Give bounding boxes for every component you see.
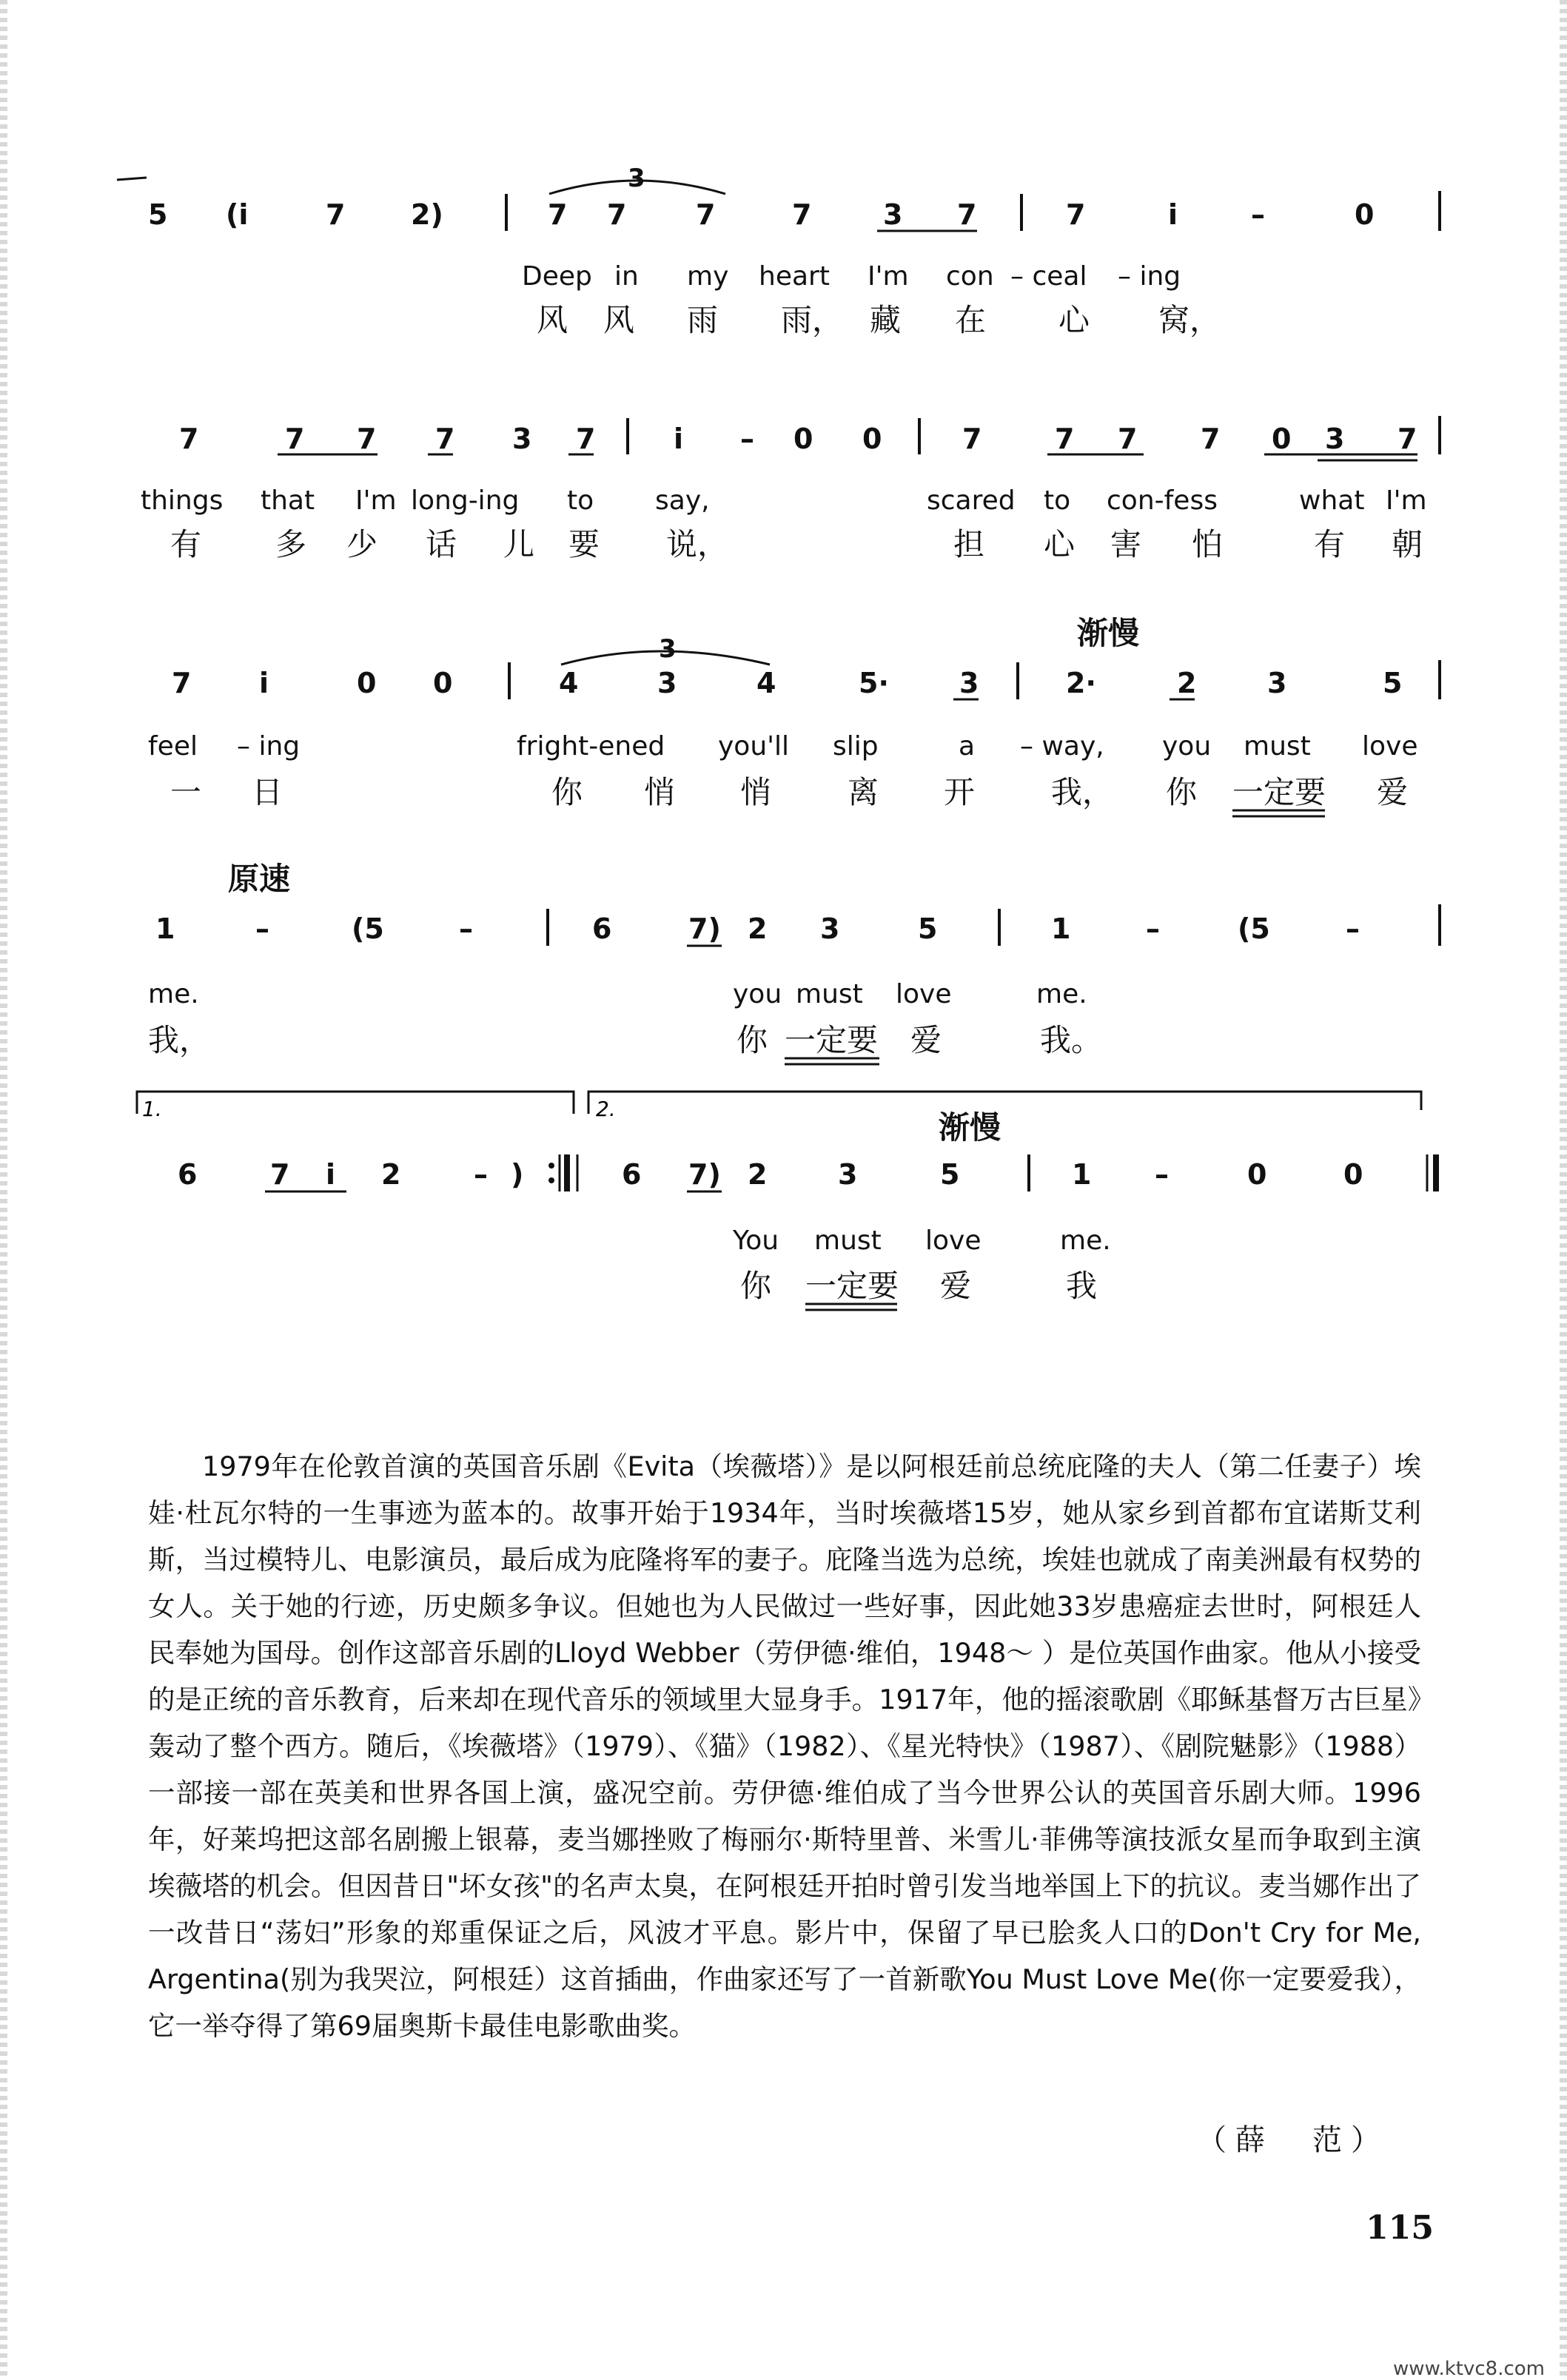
lyric-cn: 一定要 <box>785 1022 879 1058</box>
note: – <box>1155 1158 1169 1191</box>
note: 3 <box>1325 423 1345 455</box>
lyric-en: me. <box>1060 1226 1111 1256</box>
lyric-cn: 爱 <box>1377 774 1409 810</box>
note: – <box>459 912 473 945</box>
note: 0 <box>793 423 813 455</box>
triplet-mark: 3 <box>659 634 677 664</box>
note: 7 <box>957 198 977 231</box>
note: 7 <box>270 1158 290 1191</box>
lyric-en: must <box>1244 731 1311 762</box>
lyric-en: con <box>946 261 994 292</box>
watermark: www.ktvc8.com <box>1393 2358 1545 2380</box>
note: 2 <box>1177 667 1197 699</box>
lyric-cn: 爱 <box>910 1022 942 1058</box>
note: 7 <box>1118 423 1138 455</box>
lyric-en: feel <box>148 731 198 762</box>
note: (5 <box>352 912 384 945</box>
lyric-en: in <box>614 261 639 292</box>
note: 6 <box>592 912 612 945</box>
system-3 <box>148 615 1440 816</box>
lyric-en: must <box>796 979 863 1009</box>
volta-bracket-1 <box>137 1092 574 1114</box>
essay-paragraph: 1979年在伦敦首演的英国音乐剧《Evita（埃薇塔）》是以阿根廷前总统庇隆的夫人（第二任妻子）埃娃·杜瓦尔特的一生事迹为蓝本的。故事开始于1934年，当时埃薇塔15岁，她从家乡到首都布宜诺斯艾利斯，当过模特儿、电影演员，最后成为庇隆将军的妻子。庇隆当选为总统，埃娃也就成了南美洲最有权势的女人。关于她的行迹，历史颇多争议。但她也为人民做过一些好事，因此她33岁患癌症去世时，阿根廷人民奉她为国母。创作这部音乐剧的Lloyd Webber（劳伊德·维伯，1948～ ）是位英国作曲家。他从小接受的是正统的音乐教育，后来却在现代音乐的领域里大显身手。1917年，他的摇滚歌剧《耶稣基督万古巨星》轰动了整个西方。随后，《埃薇塔》（1979）、《猫》（1982）、《星光特快》（1987）、《剧院魅影》（1988）一部接一部在英美和世界各国上演，盛况空前。劳伊德·维伯成了当今世界公认的英国音乐剧大师。1996年，好莱坞把这部名剧搬上银幕，麦当娜挫败了梅丽尔·斯特里普、米雪儿·菲佛等演技派女星而争取到主演埃薇塔的机会。但因昔日"坏女孩"的名声太臭，在阿根廷开拍时曾引发当地举国上下的抗议。麦当娜作出了一改昔日“荡妇”形象的郑重保证之后，风波才平息。影片中，保留了早已脍炙人口的Don't Cry for Me, Argentina(别为我哭泣，阿根廷）这首插曲，作曲家还写了一首新歌You Must Love Me(你一定要爱我），它一举夺得了第69届奥斯卡最佳电影歌曲奖。 <box>148 1450 1421 2042</box>
note: 2· <box>1066 667 1096 699</box>
lyric-cn: 多 <box>275 526 307 562</box>
lyric-cn: 我。 <box>1040 1022 1103 1058</box>
lyric-cn: 有 <box>170 526 202 562</box>
note: 6 <box>178 1158 198 1191</box>
lyric-cn: 心 <box>1044 526 1076 562</box>
note: 0 <box>1343 1158 1363 1191</box>
note: 0 <box>862 423 882 455</box>
lyric-en: a <box>959 731 976 762</box>
lyric-cn: 心 <box>1058 302 1090 338</box>
system-5 <box>137 1092 1436 1310</box>
lyric-en: you <box>733 979 782 1009</box>
lyric-cn: 藏 <box>870 302 902 338</box>
lyric-cn: 你 <box>736 1022 768 1058</box>
lyric-en: Deep <box>522 261 592 292</box>
lyric-cn: 儿 <box>503 526 535 562</box>
note: – <box>474 1158 488 1191</box>
lyric-en: what <box>1299 485 1365 516</box>
note: 7 <box>1201 423 1221 455</box>
note: 7 <box>435 423 455 455</box>
note: 7) <box>688 1158 721 1191</box>
note: 7 <box>285 423 305 455</box>
volta-label-1: 1. <box>142 1097 162 1121</box>
note: 0 <box>357 667 377 699</box>
lyric-cn: 悄 <box>644 774 676 810</box>
lyric-en: heart <box>759 261 830 292</box>
note: 7 <box>1066 198 1086 231</box>
lyric-en: me. <box>1036 979 1087 1009</box>
note: 2) <box>411 198 443 231</box>
lyric-cn: 怕 <box>1192 526 1224 562</box>
lyric-cn: 我， <box>148 1022 211 1058</box>
note: 3 <box>820 912 840 945</box>
note: i <box>326 1158 336 1191</box>
lyric-cn: 日 <box>252 774 283 810</box>
lyric-en: con-fess <box>1107 485 1218 516</box>
lyric-en: that <box>261 485 315 516</box>
note: 3 <box>838 1158 858 1191</box>
note: 6 <box>622 1158 642 1191</box>
lyric-en: to <box>1044 485 1071 516</box>
note: 2 <box>748 1158 768 1191</box>
note: 7 <box>1397 423 1417 455</box>
note: 4 <box>756 667 776 699</box>
page-number: 115 <box>1366 2209 1434 2247</box>
note: 7) <box>688 912 721 945</box>
note: 2 <box>748 912 768 945</box>
note: 7 <box>548 198 568 231</box>
note: (5 <box>1238 912 1270 945</box>
tempo-mark: 原速 <box>228 861 291 897</box>
volta-bracket-2 <box>588 1092 1421 1114</box>
note: ) <box>511 1158 524 1191</box>
lyric-cn: 要 <box>568 526 600 562</box>
note: 7 <box>357 423 377 455</box>
lyric-en: you <box>1162 731 1212 762</box>
lyric-en: – way, <box>1020 731 1104 762</box>
lyric-cn: 朝 <box>1392 526 1423 562</box>
lyric-cn: 离 <box>848 774 879 810</box>
lyric-cn: 悄 <box>740 774 772 810</box>
note: 7 <box>326 198 346 231</box>
note: i <box>674 423 684 455</box>
note: i <box>259 667 269 699</box>
lyric-cn: 你 <box>740 1268 772 1304</box>
note: 0 <box>1247 1158 1267 1191</box>
note: 7 <box>696 198 716 231</box>
note: 7 <box>1055 423 1075 455</box>
note: 5· <box>859 667 889 699</box>
note: 7 <box>576 423 596 455</box>
lyric-en: love <box>1362 731 1418 762</box>
note: 1 <box>1072 1158 1092 1191</box>
note: 7 <box>962 423 982 455</box>
lyric-en: love <box>925 1226 982 1256</box>
lyric-cn: 雨 <box>687 302 719 338</box>
note: 7 <box>179 423 199 455</box>
lyric-cn: 爱 <box>940 1268 972 1304</box>
lyric-cn: 担 <box>953 526 985 562</box>
lyric-cn: 少 <box>346 526 378 562</box>
note: 2 <box>381 1158 401 1191</box>
lyric-en: must <box>814 1226 882 1256</box>
note: i <box>1168 198 1178 231</box>
lyric-en: love <box>896 979 952 1009</box>
note: – <box>1251 198 1265 231</box>
volta-label-2: 2. <box>596 1097 616 1121</box>
note: 0 <box>1272 423 1292 455</box>
note: – <box>1146 912 1160 945</box>
lyric-cn: 开 <box>944 774 976 810</box>
note: 0 <box>1355 198 1375 231</box>
lyric-en: I'm <box>355 485 397 516</box>
lyric-en: fright-ened <box>517 731 665 762</box>
system-2 <box>141 416 1440 562</box>
note: 1 <box>1051 912 1071 945</box>
note: (i <box>226 198 249 231</box>
lyric-cn: 话 <box>426 526 457 562</box>
tempo-mark: 渐慢 <box>1077 615 1140 651</box>
lyric-en: to <box>567 485 594 516</box>
lyric-en: scared <box>927 485 1016 516</box>
lyric-en: things <box>141 485 224 516</box>
note: 5 <box>918 912 938 945</box>
lyric-en: I'm <box>1386 485 1427 516</box>
lyric-cn: 一 <box>170 774 202 810</box>
note: – <box>255 912 269 945</box>
note: – <box>1346 912 1360 945</box>
triplet-mark: 3 <box>628 164 645 193</box>
lyric-cn: 一定要 <box>805 1268 899 1304</box>
lyric-cn: 你 <box>551 774 583 810</box>
note: 7 <box>792 198 812 231</box>
lyric-en: you'll <box>718 731 790 762</box>
system-1 <box>117 164 1440 338</box>
note: 3 <box>959 667 979 699</box>
note: 0 <box>433 667 453 699</box>
note: 7 <box>607 198 627 231</box>
lyric-cn: 有 <box>1314 526 1346 562</box>
lyric-en: – ing <box>237 731 301 762</box>
note: 4 <box>559 667 579 699</box>
note: 3 <box>883 198 903 231</box>
note: 5 <box>1383 667 1403 699</box>
note: 3 <box>657 667 677 699</box>
lyric-cn: 风 <box>537 302 568 338</box>
note: 5 <box>148 198 168 231</box>
lyric-en: me. <box>148 979 199 1009</box>
lyric-cn: 害 <box>1110 526 1142 562</box>
note: 3 <box>1267 667 1287 699</box>
lyric-en: – ing <box>1118 261 1181 292</box>
tempo-mark: 渐慢 <box>939 1109 1001 1146</box>
lyric-en: long-ing <box>411 485 520 516</box>
lyric-en: – ceal <box>1010 261 1087 292</box>
note: 3 <box>512 423 532 455</box>
note: 5 <box>940 1158 960 1191</box>
lyric-cn: 窝， <box>1158 302 1221 338</box>
note: – <box>740 423 754 455</box>
note: 7 <box>172 667 192 699</box>
lyric-cn: 一定要 <box>1232 774 1326 810</box>
lyric-cn: 风 <box>603 302 635 338</box>
essay <box>148 1443 1421 2049</box>
system-4 <box>148 861 1440 1064</box>
lyric-cn: 我， <box>1051 774 1114 810</box>
lyric-en: slip <box>833 731 879 762</box>
lyric-en: You <box>733 1226 779 1256</box>
lyric-cn: 在 <box>955 302 987 338</box>
lyric-en: say, <box>655 485 710 516</box>
lyric-cn: 你 <box>1166 774 1198 810</box>
lyric-cn: 我 <box>1066 1268 1098 1304</box>
lyric-cn: 说， <box>666 526 729 562</box>
lyric-en: my <box>687 261 729 292</box>
note: 1 <box>155 912 175 945</box>
lyric-en: I'm <box>868 261 909 292</box>
lyric-cn: 雨， <box>781 302 844 338</box>
author-credit: （薛 范） <box>1197 2123 1389 2157</box>
